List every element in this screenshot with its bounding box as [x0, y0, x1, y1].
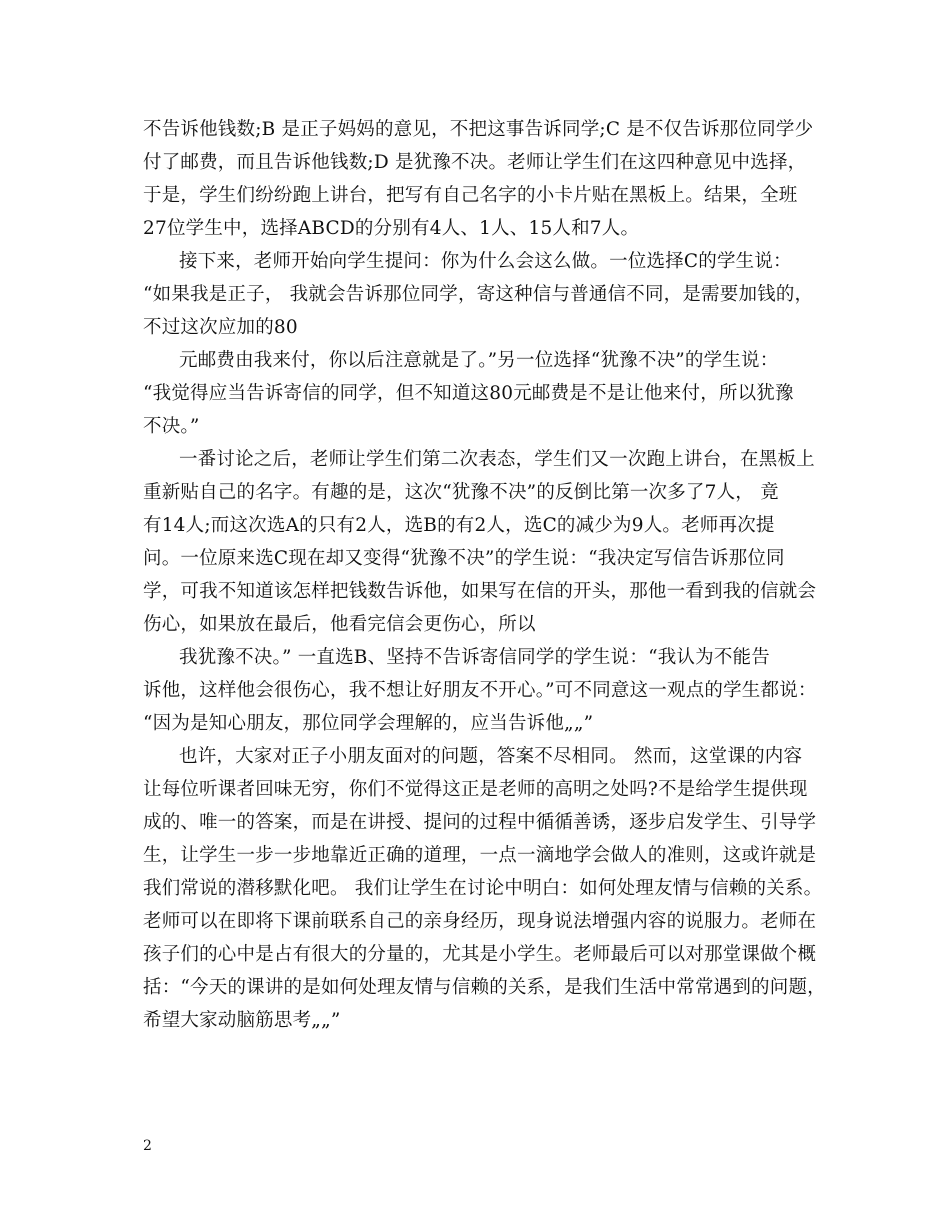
text-line: 27位学生中，选择ABCD的分别有4人、1人、15人和7人。	[143, 218, 640, 239]
text-line: 诉他，这样他会很伤心，我不想让好朋友不开心。”可不同意这一观点的学生都说：	[143, 680, 817, 701]
text-line: 我们常说的潜移默化吧。 我们让学生在讨论中明白：如何处理友情与信赖的关系。	[143, 878, 823, 899]
text-line: 问。一位原来选C现在却又变得“犹豫不决”的学生说：“我决定写信告诉那位同	[143, 548, 785, 569]
text-line: 付了邮费，而且告诉他钱数;D 是犹豫不决。老师让学生们在这四种意见中选择，	[143, 152, 807, 173]
text-line: 我犹豫不决。” 一直选B、坚持不告诉寄信同学的学生说：“我认为不能告	[179, 647, 770, 668]
text-line: 学，可我不知道该怎样把钱数告诉他，如果写在信的开头，那他一看到我的信就会	[143, 581, 817, 602]
text-line: 希望大家动脑筋思考„„”	[143, 1010, 341, 1031]
text-line: 不过这次应加的80	[143, 317, 298, 338]
text-line: 有14人;而这次选A的只有2人，选B的有2人，选C的减少为9人。老师再次提	[143, 515, 775, 536]
text-line: 元邮费由我来付，你以后注意就是了。”另一位选择“犹豫不决”的学生说：	[179, 350, 779, 371]
text-line: 重新贴自己的名字。有趣的是，这次“犹豫不决”的反倒比第一次多了7人， 竟	[143, 482, 779, 503]
text-line: 让每位听课者回味无穷，你们不觉得这正是老师的高明之处吗?不是给学生提供现	[143, 779, 808, 800]
text-line: “因为是知心朋友，那位同学会理解的，应当告诉他„„”	[143, 713, 594, 734]
page-number: 2	[143, 1138, 152, 1154]
text-line: 生，让学生一步一步地靠近正确的道理，一点一滴地学会做人的准则，这或许就是	[143, 845, 817, 866]
text-line: 接下来，老师开始向学生提问：你为什么会这么做。一位选择C的学生说：	[179, 251, 792, 272]
text-line: 孩子们的心中是占有很大的分量的，尤其是小学生。老师最后可以对那堂课做个概	[143, 944, 817, 965]
text-line: “如果我是正子， 我就会告诉那位同学，寄这种信与普通信不同，是需要加钱的，	[143, 284, 814, 305]
text-line: 老师可以在即将下课前联系自己的亲身经历，现身说法增强内容的说服力。老师在	[143, 911, 817, 932]
text-line: 不决。”	[143, 416, 200, 437]
text-line: 括：“今天的课讲的是如何处理友情与信赖的关系，是我们生活中常常遇到的问题，	[143, 977, 826, 998]
text-line: 成的、唯一的答案，而是在讲授、提问的过程中循循善诱，逐步启发学生、引导学	[143, 812, 817, 833]
text-line: 一番讨论之后，老师让学生们第二次表态，学生们又一次跑上讲台，在黑板上	[179, 449, 815, 470]
text-line: “我觉得应当告诉寄信的同学，但不知道这80元邮费是不是让他来付，所以犹豫	[143, 383, 794, 404]
text-line: 也许，大家对正子小朋友面对的问题，答案不尽相同。 然而，这堂课的内容	[179, 746, 803, 767]
text-line: 不告诉他钱数;B 是正子妈妈的意见，不把这事告诉同学;C 是不仅告诉那位同学少	[143, 119, 814, 140]
text-line: 于是，学生们纷纷跑上讲台，把写有自己名字的小卡片贴在黑板上。结果，全班	[143, 185, 798, 206]
text-line: 伤心，如果放在最后，他看完信会更伤心，所以	[143, 614, 536, 635]
